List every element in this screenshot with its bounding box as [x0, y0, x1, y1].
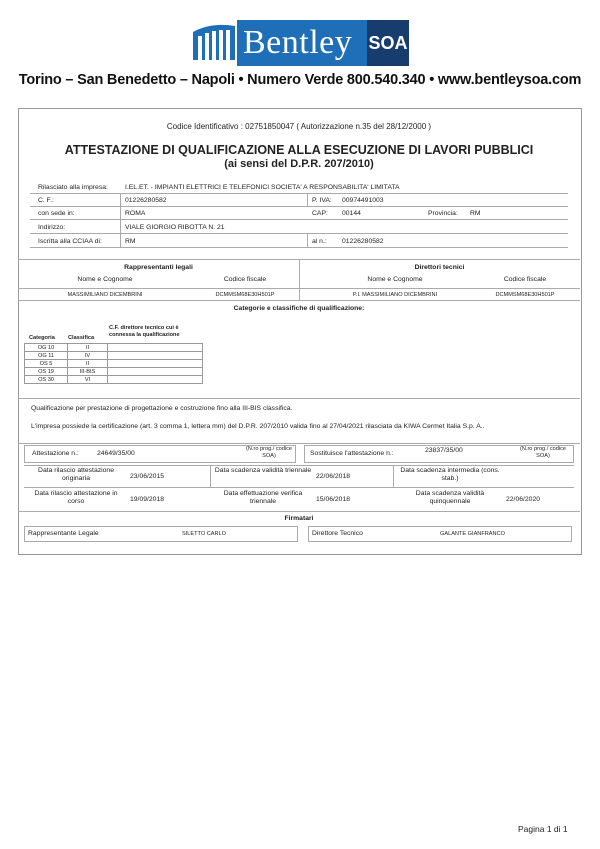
- building-icon: [191, 20, 237, 66]
- d4-label: Data rilascio attestazione in corso: [34, 490, 118, 505]
- cf-cell: [108, 352, 203, 360]
- table-row: [25, 376, 203, 384]
- substitutes-note: (N.ro prog./ codice SOA): [519, 446, 566, 459]
- cf-cell: [108, 344, 203, 352]
- col-cf-director: C.F. direttore tecnico cui è connessa la qualificazione: [109, 325, 180, 338]
- col-classifica: Classifica: [68, 335, 95, 341]
- piva-label: P. IVA:: [312, 197, 332, 204]
- legal-rep-name: MASSIMILIANO DICEMBRINI: [67, 292, 143, 298]
- cf-label: C. F.:: [38, 197, 54, 204]
- issued-value: I.EL.ET. - IMPIANTI ELETTRICI E TELEFONICI SOCIETA' A RESPONSABILITA' LIMITATA: [125, 184, 400, 191]
- signers-title: Firmatari: [284, 515, 314, 522]
- prov-value: RM: [470, 210, 481, 217]
- page-number: Pagina 1 di 1: [518, 824, 568, 834]
- legal-name-col: Nome e Cognome: [77, 276, 133, 283]
- sede-value: ROMA: [125, 210, 146, 217]
- table-row: [25, 360, 203, 368]
- cciaa-value: RM: [125, 238, 136, 245]
- cciaa-label: Iscritta alla CCIAA di:: [38, 238, 102, 245]
- substitutes-label: Sostituisce l'attestazione n.:: [310, 450, 394, 457]
- class-cell: II: [68, 344, 108, 352]
- certification-note: L'impresa possiede la certificazione (art. 3 comma 1, lettera mm) del D.P.R. 207/2010 valida fino al 27/04/2021 rilasciata da KIWA Cermet Italia S.p. A..: [31, 423, 485, 430]
- brand-suffix: SOA: [367, 20, 409, 66]
- legal-rep-cf: DCMMSM68E30H501P: [215, 292, 275, 298]
- progettazione-note: Qualificazione per prestazione di progettazione e costruzione fino alla III-BIS classifica.: [31, 405, 293, 412]
- col-categoria: Categoria: [29, 335, 55, 341]
- document-subtitle: (ai sensi del D.P.R. 207/2010): [224, 158, 374, 170]
- substitutes-value: 23837/35/00: [425, 447, 463, 454]
- tech-signer-value: GALANTE GIANFRANCO: [440, 531, 505, 537]
- categories-table: [24, 343, 203, 384]
- legal-signer-label: Rappresentante Legale: [28, 530, 99, 537]
- table-row: [25, 352, 203, 360]
- attestation-note: (N.ro prog./ codice SOA): [246, 446, 293, 459]
- cat-cell: OG 10: [25, 344, 68, 352]
- cap-value: 00144: [342, 210, 361, 217]
- d6-label: Data scadenza validità quinquennale: [415, 490, 485, 505]
- attestation-label: Attestazione n.:: [32, 450, 79, 457]
- tech-dir-name: P.I. MASSIMILIANO DICEMBRINI: [352, 292, 438, 298]
- legal-signer-value: SILETTO CARLO: [182, 531, 227, 537]
- cf-cell: [108, 368, 203, 376]
- addr-label: Indirizzo:: [38, 224, 66, 231]
- tech-directors-title: Direttori tecnici: [414, 264, 465, 271]
- aln-label: al n.:: [312, 238, 327, 245]
- sede-label: con sede in:: [38, 210, 75, 217]
- table-row: [25, 368, 203, 376]
- cap-label: CAP:: [312, 210, 328, 217]
- tagline: Torino – San Benedetto – Napoli • Numero Verde 800.540.340 • www.bentleysoa.com: [18, 72, 582, 88]
- attestation-value: 24649/35/00: [97, 450, 135, 457]
- piva-value: 00974491003: [342, 197, 384, 204]
- prov-label: Provincia:: [428, 210, 458, 217]
- tech-name-col: Nome e Cognome: [367, 276, 423, 283]
- legal-cf-col: Codice fiscale: [223, 276, 267, 283]
- class-cell: VI: [68, 376, 108, 384]
- cat-cell: OS 19: [25, 368, 68, 376]
- bentley-logo: [191, 20, 409, 66]
- class-cell: IV: [68, 352, 108, 360]
- code-line: Codice Identificativo : 02751850047 ( Autorizzazione n.35 del 28/12/2000 ): [166, 122, 432, 131]
- table-row: [25, 344, 203, 352]
- cat-cell: OS 5: [25, 360, 68, 368]
- cat-cell: OG 11: [25, 352, 68, 360]
- class-cell: III-BIS: [68, 368, 108, 376]
- d1-value: 23/06/2015: [130, 473, 165, 480]
- class-cell: II: [68, 360, 108, 368]
- cf-value: 01226280582: [125, 197, 167, 204]
- d5-value: 15/06/2018: [316, 496, 351, 503]
- tech-signer-label: Direttore Tecnico: [312, 530, 363, 537]
- tech-cf-col: Codice fiscale: [503, 276, 547, 283]
- cf-cell: [108, 360, 203, 368]
- brand-name: Bentley: [237, 20, 367, 66]
- legal-reps-title: Rappresentanti legali: [124, 264, 193, 271]
- aln-value: 01226280582: [342, 238, 384, 245]
- d5-label: Data effettuazione verifica triennale: [223, 490, 303, 505]
- addr-value: VIALE GIORGIO RIBOTTA N. 21: [125, 224, 225, 231]
- categories-title: Categorie e classifiche di qualificazione:: [233, 305, 365, 312]
- document-title: ATTESTAZIONE DI QUALIFICAZIONE ALLA ESECUZIONE DI LAVORI PUBBLICI: [64, 143, 534, 157]
- d2-label: Data scadenza validità triennale: [214, 467, 312, 474]
- d1-label: Data rilascio attestazione originaria: [38, 467, 114, 482]
- issued-label: Rilasciato alla impresa:: [38, 184, 108, 191]
- d4-value: 19/09/2018: [130, 496, 165, 503]
- d2-value: 22/06/2018: [316, 473, 351, 480]
- cf-cell: [108, 376, 203, 384]
- d6-value: 22/06/2020: [506, 496, 541, 503]
- cat-cell: OS 30: [25, 376, 68, 384]
- tech-dir-cf: DCMMSM68E30H501P: [495, 292, 555, 298]
- d3-label: Data scadenza intermedia (cons. stab.): [400, 467, 500, 482]
